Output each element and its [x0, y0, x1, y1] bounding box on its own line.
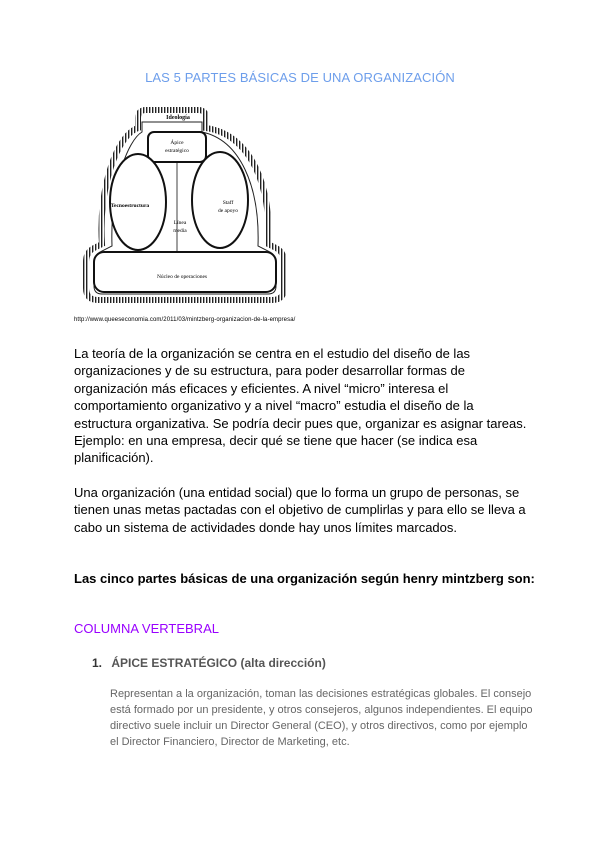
label-linea-2: media [173, 228, 187, 234]
mintzberg-diagram [80, 106, 290, 306]
source-url[interactable]: http://www.queeseconomia.com/2011/03/mintzberg-organizacion-de-la-empresa/ [74, 317, 296, 323]
list-item-description: Representan a la organización, toman las decisiones estratégicas globales. El consejo está formado por un presidente, y otros consejeros, algunos independientes. El equipo directivo suele incluir un Director General (CEO), y otros directivos, como por ejemplo el Director Financiero, Director de Marketing, etc. [110, 688, 533, 748]
list-item-number: 1. [92, 656, 103, 670]
operating-core-shape [94, 252, 276, 292]
label-linea-1: Línea [173, 220, 187, 226]
list-item [92, 656, 326, 670]
label-ideologia: Ideología [166, 115, 190, 121]
support-staff-shape [192, 152, 248, 248]
apex-shape [148, 132, 206, 162]
label-staff-1: Staff [222, 200, 234, 206]
page-title: LAS 5 PARTES BÁSICAS DE UNA ORGANIZACIÓN [145, 70, 455, 85]
label-nucleo: Núcleo de operaciones [156, 274, 208, 280]
label-apice-2: estratégico [165, 148, 189, 154]
paragraph-theory: La teoría de la organización se centra en el estudio del diseño de las organizaciones y de su estructura, para poder desarrollar formas de organización más eficaces y eficientes. A nivel “micro” interesa el comportamiento organizativo y a nivel “macro” estudia el diseño de la estructura organizativa. Se podría decir pues que, organizar es asignar tareas. Ejemplo: en una empresa, decir qué se tiene que hacer (se indica esa planificación). [74, 346, 527, 466]
paragraph-organization: Una organización (una entidad social) que lo forma un grupo de personas, se tienen unas metas pactadas con el objetivo de cumplirlas y para ello se lleva a cabo un sistema de actividades donde hay unos límites marcados. [74, 485, 526, 535]
label-tecnoestructura: Tecnoestructura [110, 203, 150, 209]
diagram-svg [80, 106, 290, 306]
label-staff-2: de apoyo [217, 208, 239, 214]
section-title-columna: COLUMNA VERTEBRAL [74, 621, 219, 636]
label-apice-1: Ápice [170, 140, 184, 146]
section-heading: Las cinco partes básicas de una organización según henry mintzberg son: [74, 571, 535, 586]
list-item-label: ÁPICE ESTRATÉGICO (alta dirección) [111, 656, 326, 670]
technostructure-shape [110, 154, 166, 250]
